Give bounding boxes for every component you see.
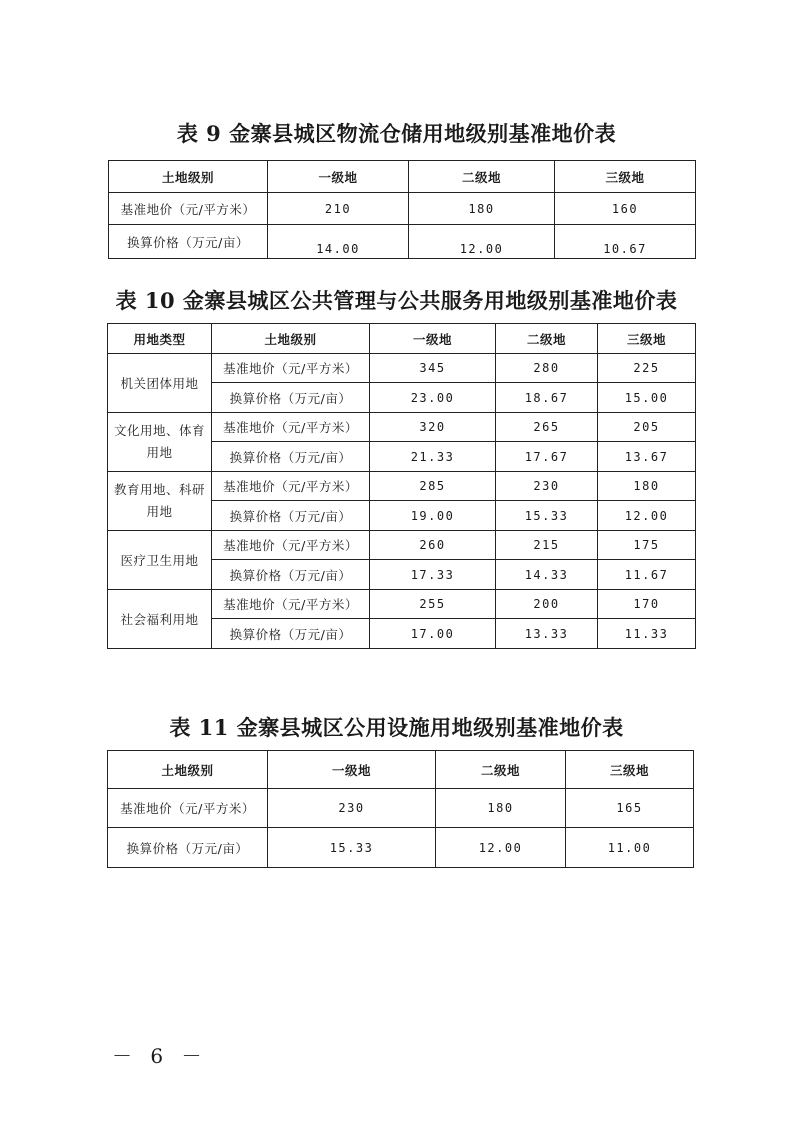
table-cell: 15.00: [598, 383, 696, 413]
table-cell: 11.67: [598, 560, 696, 590]
table-cell: 285: [370, 472, 496, 501]
table-cell: 13.33: [496, 619, 598, 649]
table-cell: 265: [496, 413, 598, 442]
table-cell: 10.67: [555, 225, 696, 259]
table-cell: 14.33: [496, 560, 598, 590]
table-cell: 175: [598, 531, 696, 560]
page-number: － 6 －: [112, 1044, 208, 1068]
table9-title: 表 9 金寨县城区物流仓储用地级别基准地价表: [176, 121, 617, 146]
land-type-cell: 教育用地、科研用地: [108, 472, 212, 531]
table-cell: 17.67: [496, 442, 598, 472]
row-label: 基准地价（元/平方米）: [109, 193, 268, 225]
table-cell: 225: [598, 354, 696, 383]
table-row: [108, 590, 696, 619]
table-cell: 15.33: [268, 828, 436, 868]
row-label: 基准地价（元/平方米）: [212, 413, 370, 442]
table10-header-row: [108, 324, 696, 354]
table9-header-cell: 一级地: [268, 161, 409, 193]
row-label: 基准地价（元/平方米）: [212, 354, 370, 383]
land-type-cell: 机关团体用地: [108, 354, 212, 413]
table-cell: 215: [496, 531, 598, 560]
table11-header-cell: 一级地: [268, 751, 436, 789]
row-label: 基准地价（元/平方米）: [108, 789, 268, 828]
row-label: 换算价格（万元/亩）: [212, 383, 370, 413]
table10: [107, 323, 696, 649]
table11-header-cell: 三级地: [566, 751, 694, 789]
table9-header-cell: 三级地: [555, 161, 696, 193]
table9: [108, 160, 696, 259]
table-cell: 165: [566, 789, 694, 828]
table-row: [109, 225, 696, 259]
table-cell: 12.00: [409, 225, 555, 259]
table-cell: 230: [496, 472, 598, 501]
table-cell: 260: [370, 531, 496, 560]
table-cell: 205: [598, 413, 696, 442]
table9-header-row: [109, 161, 696, 193]
row-label: 换算价格（万元/亩）: [109, 225, 268, 259]
table-row: [108, 472, 696, 501]
table-cell: 210: [268, 193, 409, 225]
table-row: [108, 354, 696, 383]
table11-header-cell: 二级地: [436, 751, 566, 789]
table-row: [109, 193, 696, 225]
row-label: 基准地价（元/平方米）: [212, 531, 370, 560]
table-cell: 14.00: [268, 225, 409, 259]
table10-header-cell: 一级地: [370, 324, 496, 354]
table10-header-cell: 二级地: [496, 324, 598, 354]
table-cell: 255: [370, 590, 496, 619]
table-cell: 13.67: [598, 442, 696, 472]
table10-title: 表 10 金寨县城区公共管理与公共服务用地级别基准地价表: [115, 288, 678, 313]
table-cell: 12.00: [436, 828, 566, 868]
table10-header-cell: 用地类型: [108, 324, 212, 354]
table-cell: 11.00: [566, 828, 694, 868]
table11-title: 表 11 金寨县城区公用设施用地级别基准地价表: [169, 715, 624, 740]
table-cell: 180: [436, 789, 566, 828]
table9-header-cell: 土地级别: [109, 161, 268, 193]
table11: [107, 750, 694, 868]
table-cell: 160: [555, 193, 696, 225]
table-cell: 17.33: [370, 560, 496, 590]
land-type-cell: 社会福利用地: [108, 590, 212, 649]
table-cell: 18.67: [496, 383, 598, 413]
table-cell: 17.00: [370, 619, 496, 649]
row-label: 换算价格（万元/亩）: [212, 560, 370, 590]
row-label: 换算价格（万元/亩）: [212, 442, 370, 472]
table-cell: 180: [409, 193, 555, 225]
row-label: 基准地价（元/平方米）: [212, 472, 370, 501]
table11-header-row: [108, 751, 694, 789]
table-cell: 15.33: [496, 501, 598, 531]
table-cell: 23.00: [370, 383, 496, 413]
table-row: [108, 413, 696, 442]
table-cell: 320: [370, 413, 496, 442]
table-row: [108, 531, 696, 560]
table11-header-cell: 土地级别: [108, 751, 268, 789]
table-row: [108, 789, 694, 828]
table-cell: 345: [370, 354, 496, 383]
table-cell: 230: [268, 789, 436, 828]
table-cell: 19.00: [370, 501, 496, 531]
row-label: 基准地价（元/平方米）: [212, 590, 370, 619]
table-cell: 11.33: [598, 619, 696, 649]
table10-header-cell: 三级地: [598, 324, 696, 354]
row-label: 换算价格（万元/亩）: [212, 619, 370, 649]
row-label: 换算价格（万元/亩）: [212, 501, 370, 531]
table-cell: 21.33: [370, 442, 496, 472]
table9-header-cell: 二级地: [409, 161, 555, 193]
table-cell: 12.00: [598, 501, 696, 531]
land-type-cell: 文化用地、体育用地: [108, 413, 212, 472]
land-type-cell: 医疗卫生用地: [108, 531, 212, 590]
table10-header-cell: 土地级别: [212, 324, 370, 354]
table-cell: 280: [496, 354, 598, 383]
table-cell: 180: [598, 472, 696, 501]
table-row: [108, 828, 694, 868]
table-cell: 170: [598, 590, 696, 619]
table-cell: 200: [496, 590, 598, 619]
row-label: 换算价格（万元/亩）: [108, 828, 268, 868]
